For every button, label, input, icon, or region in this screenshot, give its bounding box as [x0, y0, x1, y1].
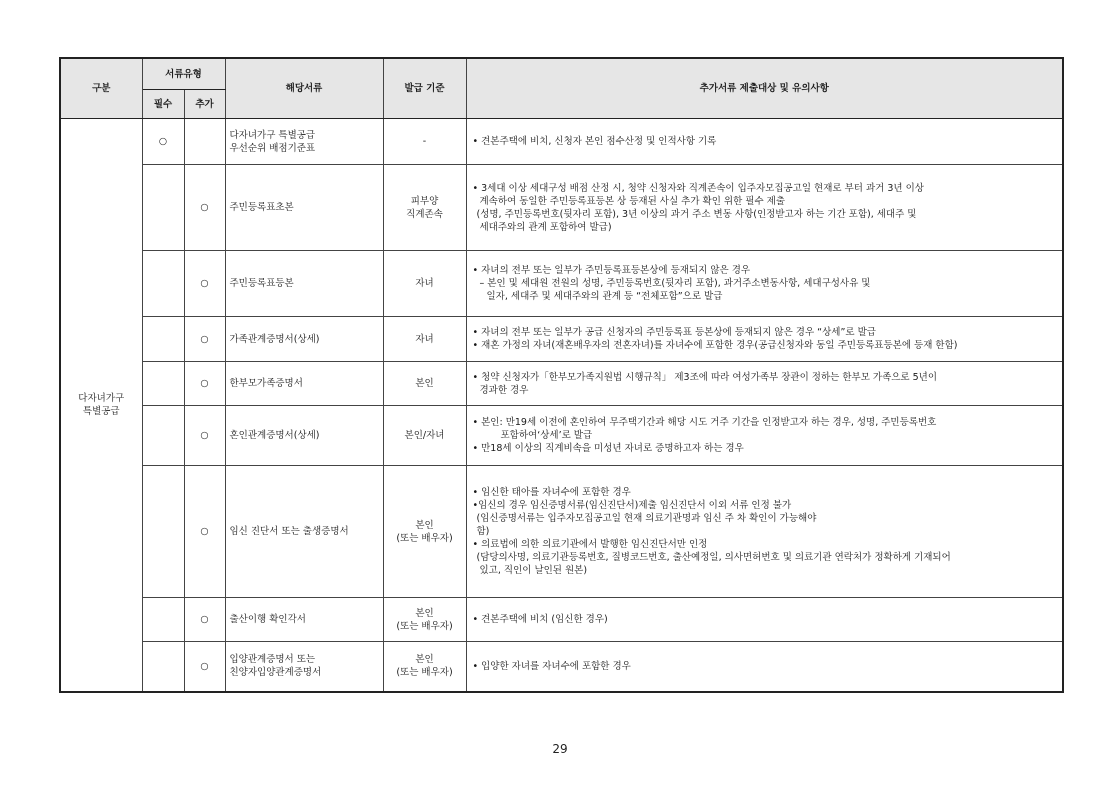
issuance-standard-cell: [383, 251, 466, 317]
additional-mark: ○: [184, 317, 225, 362]
additional-mark: ○: [184, 466, 225, 598]
issuance-standard-cell: [383, 598, 466, 642]
document-name-cell: [225, 362, 383, 406]
table-row: [60, 362, 1063, 406]
document-name-line: 한부모가족증명서: [229, 378, 303, 389]
table-row: [60, 642, 1063, 692]
notes-cell: [466, 119, 1063, 165]
page-number: 29: [552, 742, 568, 756]
table-row: [60, 406, 1063, 466]
additional-mark: ○: [184, 251, 225, 317]
issuance-standard-cell: [383, 466, 466, 598]
required-mark: [142, 251, 184, 317]
issuance-standard-cell: [383, 642, 466, 692]
document-name-line: 주민등록표초본: [229, 202, 294, 213]
note-line: 함): [476, 526, 490, 537]
issuance-standard-cell: [383, 317, 466, 362]
document-name-line: 우선순위 배점기준표: [229, 142, 316, 154]
issuance-standard-line: 본인: [415, 519, 434, 531]
document-name-line: 혼인관계증명서(상세): [229, 430, 320, 441]
issuance-standard-line: 자녀: [415, 278, 434, 289]
notes-cell: [466, 642, 1063, 692]
document-name-cell: [225, 165, 383, 251]
note-line: • 3세대 이상 세대구성 배점 산정 시, 청약 신청자와 직계존속이 입주자모집공고일 현재로 부터 과거 3년 이상: [472, 182, 924, 194]
note-line: 계속하여 동일한 주민등록표등본 상 등재된 사실 추가 확인 위한 필수 제출: [479, 195, 786, 207]
document-name-line: 주민등록표등본: [229, 278, 294, 289]
table-body: [60, 119, 1063, 692]
required-mark: ○: [142, 119, 184, 165]
note-line: • 자녀의 전부 또는 일부가 공급 신청자의 주민등록표 등본상에 등재되지 않은 경우 “상세”로 발급: [472, 327, 876, 338]
table-row: [60, 317, 1063, 362]
table-row: [60, 466, 1063, 598]
note-line: (담당의사명, 의료기관등록번호, 질병코드번호, 출산예정일, 의사면허번호 및 의료기관 연락처가 정확하게 기재되어: [476, 552, 951, 563]
note-line: 경과한 경우: [479, 384, 529, 396]
document-name-cell: [225, 317, 383, 362]
required-mark: [142, 406, 184, 466]
note-line: • 견본주택에 비치 (임신한 경우): [472, 614, 608, 625]
note-line: (임신증명서류는 입주자모집공고일 현재 의료기관명과 임신 주 차 확인이 가능해야: [476, 513, 817, 524]
note-line: 포함하여‘상세’로 발급: [500, 430, 593, 441]
document-name-cell: [225, 598, 383, 642]
header-required: 필수: [142, 90, 184, 119]
note-line: • 견본주택에 비치, 신청자 본인 점수산정 및 인적사항 기록: [472, 136, 717, 147]
issuance-standard-line: 직계존속: [406, 208, 443, 220]
header-standard: 발급 기준: [383, 58, 466, 119]
required-mark: [142, 598, 184, 642]
document-name-line: 출산이행 확인각서: [229, 614, 306, 625]
notes-cell: [466, 598, 1063, 642]
table-row: [60, 165, 1063, 251]
document-name-line: 가족관계증명서(상세): [229, 333, 320, 345]
document-name-line: 입양관계증명서 또는: [229, 654, 316, 666]
notes-cell: [466, 362, 1063, 406]
note-line: • 재혼 가정의 자녀(재혼배우자의 전혼자녀)를 자녀수에 포함한 경우(공급신청자와 동일 주민등록표등본에 등재 한함): [472, 340, 958, 351]
required-mark: [142, 466, 184, 598]
header-doc-type: 서류유형: [142, 58, 225, 90]
document-name-line: 친양자입양관계증명서: [229, 667, 322, 679]
notes-cell: [466, 317, 1063, 362]
note-line: • 만18세 이상의 직계비속을 미성년 자녀로 증명하고자 하는 경우: [472, 443, 744, 454]
document-name-cell: [225, 466, 383, 598]
required-mark: [142, 642, 184, 692]
issuance-standard-line: (또는 배우자): [396, 667, 453, 679]
document-requirements-table: [59, 57, 1064, 693]
note-line: (성명, 주민등록번호(뒷자리 포함), 3년 이상의 과거 주소 변동 사항(인정받고자 하는 기간 포함), 세대주 및: [476, 208, 917, 220]
table-row: [60, 119, 1063, 165]
document-name-line: 임신 진단서 또는 출생증명서: [229, 526, 349, 537]
additional-mark: ○: [184, 165, 225, 251]
issuance-standard-line: 피부양: [410, 195, 439, 207]
note-line: • 입양한 자녀를 자녀수에 포함한 경우: [472, 660, 631, 672]
note-line: • 임신한 태아를 자녀수에 포함한 경우: [472, 487, 631, 498]
issuance-standard-line: 본인/자녀: [404, 430, 445, 441]
header-document: 해당서류: [225, 58, 383, 119]
required-mark: [142, 317, 184, 362]
issuance-standard-line: 자녀: [415, 333, 434, 345]
note-line: – 본인 및 세대원 전원의 성명, 주민등록번호(뒷자리 포함), 과거주소변동사항, 세대구성사유 및: [479, 278, 871, 289]
category-label-line: 특별공급: [82, 405, 120, 417]
document-name-cell: [225, 119, 383, 165]
issuance-standard-cell: [383, 119, 466, 165]
note-line: • 의료법에 의한 의료기관에서 발행한 임신진단서만 인정: [472, 539, 708, 550]
document-name-line: 다자녀가구 특별공급: [229, 129, 316, 141]
document-name-cell: [225, 251, 383, 317]
header-category: 구분: [60, 58, 142, 119]
notes-cell: [466, 406, 1063, 466]
header-notes: 추가서류 제출대상 및 유의사항: [466, 58, 1063, 119]
note-line: 있고, 직인이 날인된 원본): [479, 565, 588, 576]
note-line: • 본인: 만19세 이전에 혼인하여 무주택기간과 해당 시도 거주 기간을 인정받고자 하는 경우, 성명, 주민등록번호: [472, 417, 937, 428]
additional-mark: ○: [184, 406, 225, 466]
additional-mark: ○: [184, 598, 225, 642]
issuance-standard-line: 본인: [415, 378, 434, 389]
issuance-standard-line: (또는 배우자): [396, 620, 453, 632]
notes-cell: [466, 466, 1063, 598]
issuance-standard-cell: [383, 362, 466, 406]
issuance-standard-line: (또는 배우자): [396, 532, 453, 544]
issuance-standard-line: 본인: [415, 654, 434, 666]
issuance-standard-cell: [383, 165, 466, 251]
issuance-standard-line: -: [422, 136, 427, 147]
note-line: • 자녀의 전부 또는 일부가 주민등록표등본상에 등재되지 않은 경우: [472, 265, 751, 276]
table-row: [60, 598, 1063, 642]
table-header: [60, 58, 1063, 119]
document-name-cell: [225, 642, 383, 692]
additional-mark: [184, 119, 225, 165]
category-cell: [60, 119, 142, 692]
notes-cell: [466, 251, 1063, 317]
issuance-standard-cell: [383, 406, 466, 466]
notes-cell: [466, 165, 1063, 251]
category-label-line: 다자녀가구: [78, 392, 125, 404]
note-line: •임신의 경우 임신증명서류(임신진단서)제출 임신진단서 이외 서류 인정 불가: [472, 500, 792, 511]
issuance-standard-line: 본인: [415, 607, 434, 619]
note-line: 일자, 세대주 및 세대주와의 관계 등 “전체포함”으로 발급: [486, 291, 723, 302]
additional-mark: ○: [184, 362, 225, 406]
required-mark: [142, 165, 184, 251]
required-mark: [142, 362, 184, 406]
table-row: [60, 251, 1063, 317]
document-name-cell: [225, 406, 383, 466]
note-line: • 청약 신청자가「한부모가족지원법 시행규칙」 제3조에 따라 여성가족부 장관이 정하는 한부모 가족으로 5년이: [472, 371, 938, 383]
header-additional: 추가: [184, 90, 225, 119]
additional-mark: ○: [184, 642, 225, 692]
note-line: 세대주와의 관계 포함하여 발급): [479, 221, 612, 233]
